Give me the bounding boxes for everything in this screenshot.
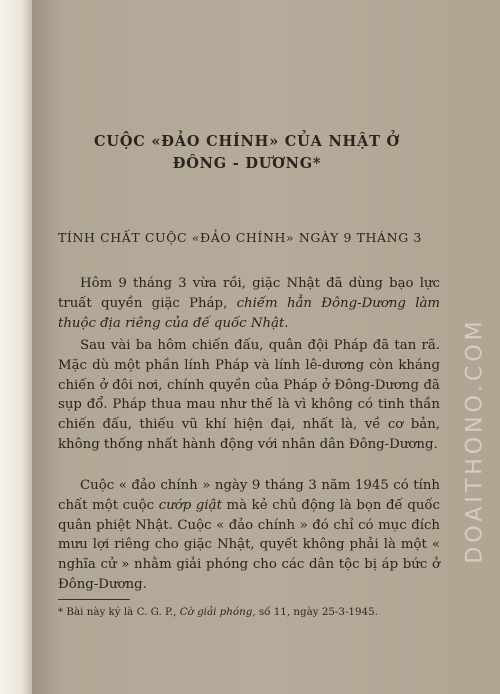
paragraph-1-text-a: Hôm 9 tháng 3 vừa rồi, giặc Nhật đã dùng bạo lực truất quyền giặc Pháp, — [58, 276, 440, 311]
watermark — [460, 300, 490, 580]
paragraph-2 — [58, 336, 440, 455]
chapter-title-line-1: CUỘC «ĐẢO CHÍNH» CỦA NHẬT Ở — [94, 133, 400, 150]
paragraph-3-text-a: Cuộc « đảo chính » ngày 9 tháng 3 năm 1945 có tính chất một cuộc — [58, 478, 440, 513]
watermark-text: DOAITHONO.COM — [462, 316, 488, 564]
book-spine-edge — [0, 0, 36, 694]
paragraph-3-emphasis: cướp giật — [158, 497, 222, 513]
footnote-divider — [58, 599, 130, 600]
paragraph-1-emphasis: chiếm hẳn Đông-Dương làm thuộc địa riêng của đế quốc Nhật — [58, 295, 440, 331]
paragraph-1 — [58, 274, 440, 333]
section-subheading: TÍNH CHẤT CUỘC «ĐẢO CHÍNH» NGÀY 9 THÁNG 3 — [58, 230, 422, 245]
footnote — [58, 605, 440, 621]
footnote-text-c: , số 11, ngày 25-3-1945. — [252, 606, 378, 618]
chapter-title-line-2: ĐÔNG - DƯƠNG* — [172, 155, 322, 172]
paragraph-1-text-c: . — [284, 315, 289, 331]
footnote-publication: Cờ giải phóng — [179, 606, 253, 618]
paragraph-2-text: Sau vài ba hôm chiến đấu, quân đội Pháp đã tan rã. Mặc dù một phần lính Pháp và lính lê-dương còn kháng chiến ở đôi nơi, chính quyền của Pháp ở Đông-Dương đã sụp đổ. Pháp thua mau như thế là vì không có tinh thần chiến đấu, thiếu vũ khí hiện đại, nhất là, về cơ bản, không thống nhất hành động với nhân dân Đông-Dương. — [58, 338, 440, 452]
paragraph-3 — [58, 476, 440, 595]
paragraph-3-text-c: mà kẻ chủ động là bọn đế quốc quân phiệt Nhật. Cuộc « đảo chính » đó chỉ có mục đích mưu lợi riêng cho giặc Nhật, quyết không phải là một « nghĩa cử » nhằm giải phóng cho các dân tộc bị áp bức ở Đông-Dương. — [58, 497, 440, 592]
footnote-text-a: * Bài này ký là C. G. P., — [58, 606, 180, 618]
